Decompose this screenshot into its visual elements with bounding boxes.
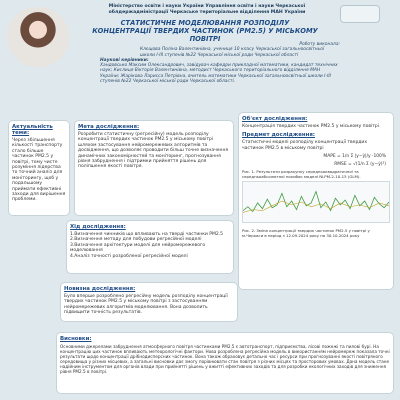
relevance-panel [8, 120, 70, 216]
progress-item: 2.Визначення методу для побудови регресійної моделі [70, 237, 202, 243]
progress-item: 1.Визначення чинників що впливають на тверді частинки PM2.5 [70, 232, 224, 237]
fig2-caption: Рис. 2. Зміна концентрації твердих частинок PM2.5 у повітрі у м.Черкаси в період з 12.09.2024 року по 30.10.2024 року [242, 228, 370, 238]
relevance-text: Через збільшення кількості транспорту стало більше частинок PM2.5 у повітрі, тому чисте розуміння лідерства то точний аналіз для моніторингу, щоб у подальшому приймати ефективні заходи для вирішення проблеми. [12, 138, 66, 203]
authors-block [100, 42, 340, 84]
supervisors-label: Наукові керівники: [100, 57, 149, 63]
goal-text: Розробити статистичну (регресійну) модель розподілу концентрації твердих частинок PM2.5 у міському повітрі шляхом застосування нейромережевих алгоритмів та досвідження, що дозволяє проводити більш точне визначення динамічних закономірностей та моніторинг, прогнозування рівня забруднення і підтримки прийняття рішень для поліпшення якості повітря. [78, 132, 229, 170]
object-text: Концентрація твердих частинок PM2.5 у міському повітрі [242, 124, 379, 129]
novelty-text: Було вперше розроблено регресійну модель розподілу концентрації твердих частинок PM2.5 у міському повітрі з застосуванням нейромережевих алгоритмів моделювання. Вона дозволить підвищити точність результатів. [64, 294, 228, 316]
progress-panel [66, 220, 234, 274]
subject-title: Предмет дослідження: [242, 132, 315, 139]
author-label: Роботу виконала: [299, 42, 340, 47]
author-name: Клєщова Поліна Валентинівна, учениця 10 класу Черкаської загальноосвітньої школи І-ІІІ ступенів №22 Черкаської міської ради Черкаської області [140, 47, 325, 58]
ministry-header: Міністерство освіти і науки України Управління освіти і науки Черкаської облдержадміністрації Черкаське територіальне відділення МАН України [108, 4, 306, 15]
rmse-formula: RMSE = √(1/n Σ (y−ŷ)²) [334, 162, 386, 168]
goal-panel [74, 120, 234, 216]
conclusions-title: Висновки: [60, 336, 92, 342]
emblem-logo [340, 5, 380, 23]
author-photo [7, 7, 69, 67]
novelty-title: Новизна дослідження: [64, 286, 136, 292]
progress-item: 4.Аналіз точності розробленої регресійної моделі [70, 253, 188, 259]
rmse-label: RMSE = [334, 162, 352, 168]
conclusions-text: Основними джерелами забруднення атмосферного повітря частинками PM2.5 є автотранспорт, підприємства, лісові пожежі та пилові бурі. На концентрацію цих частинок впливають метеорологічні фактори. Нова розроблена регресійна модель в використанням нейромереж показала точні результати щодо концентрації дрібнодисперсних частинок. Вона також обраховує детально час і ресурси при прогнозуванні якості повітряного середовища у різних місцевих, а загальні висновки дає змогу порівнювати стан повітря з різних місцях та просторових умовах. Дана модель стане надійним інструментом для органів влади при прийнятті рішень у вжитті ефективних заходів та для розробки екологічних заходів для зниження рівня PM2.5 в повітрі. [60, 344, 390, 374]
supervisors-text: Хандовсько Максим Олександрович, завідувач кафедри прикладної математики, кандидат технічних наук; Кислиця Вікторія Валентинівна, методист Черкаського територіального відділення МАН України; Жарікова Ларисса Петрівна, вчитель математики Черкаської загальноосвітньої школи І-ІІІ ступенів №22 Черкаської міської ради Черкаської області. [100, 63, 338, 85]
mape-label: MAPE = [323, 154, 341, 160]
subject-text: Статистичні моделі розподілу концентрації твердих частинок PM2.5 в міському повітрі [242, 140, 367, 151]
relevance-title: Актуальність теми: [12, 124, 53, 136]
conclusions-panel [56, 332, 394, 394]
object-title: Об'єкт дослідження: [242, 116, 308, 122]
mape-formula: MAPE = 1/n Σ |y−ŷ|/y ·100% [323, 154, 386, 160]
progress-title: Хід дослідження: [70, 224, 126, 230]
object-panel [238, 112, 394, 290]
progress-item: 3.Визначення архітектури моделі для нейромережевого моделювання [70, 242, 206, 254]
fig1-caption: Рис. 1. Результати розрахунку середньоквадратичної та середньоабсолютної похибок моделі NLPM-2-10-15 (GLM). [242, 169, 361, 179]
novelty-panel [60, 282, 238, 322]
pm25-line-plot [242, 181, 390, 223]
goal-title: Мета дослідження: [78, 124, 140, 130]
page-title: СТАТИСТИЧНЕ МОДЕЛЮВАННЯ РОЗПОДІЛУ КОНЦЕНТРАЦІЇ ТВЕРДИХ ЧАСТИНОК (PM2.5) У МІСЬКОМУ ПОВІТРІ [92, 19, 318, 43]
